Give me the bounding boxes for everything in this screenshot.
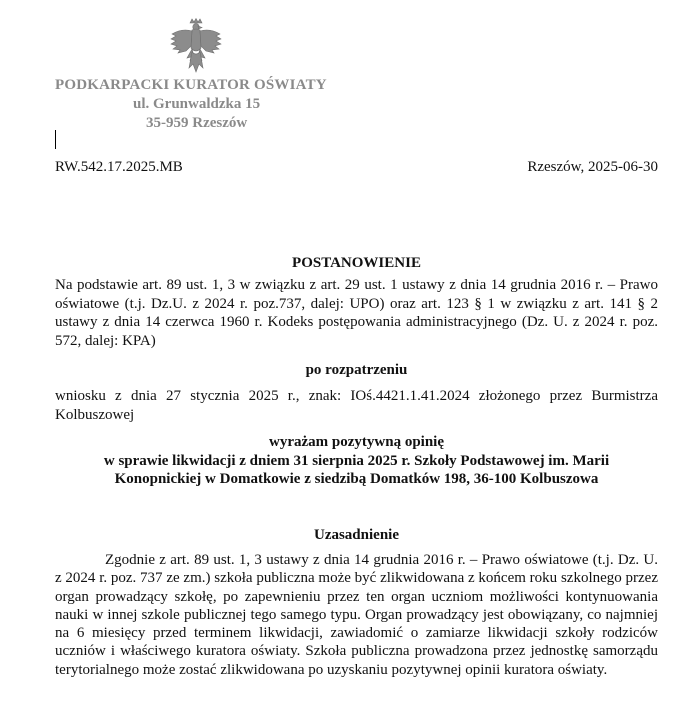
after-review-heading: po rozpatrzeniu xyxy=(305,362,408,378)
authority-city: 35-959 Rzeszów xyxy=(146,115,248,131)
request-paragraph: wniosku z dnia 27 stycznia 2025 r., znak: IOś.4421.1.41.2024 złożonego przez Burmistrza Kolbuszowej xyxy=(55,388,658,423)
reference-number: RW.542.17.2025.MB xyxy=(55,159,183,175)
polish-eagle-emblem-icon xyxy=(168,18,224,74)
justification-paragraph xyxy=(55,551,658,679)
authority-name: PODKARPACKI KURATOR OŚWIATY xyxy=(55,77,327,93)
place-and-date: Rzeszów, 2025-06-30 xyxy=(527,159,658,175)
authority-street: ul. Grunwaldzka 15 xyxy=(133,96,261,112)
opinion-line-1: wyrażam pozytywną opinię xyxy=(269,434,444,450)
justification-text: Zgodnie z art. 89 ust. 1, 3 ustawy z dnia 14 grudnia 2016 r. – Prawo oświatowe (t.j. Dz. U. z 2024 r. poz. 737 ze zm.) szkoła publiczna może być zlikwidowana z końcem roku szkolnego przez organ prowadzący szkołę, po zapewnieniu przez ten organ uczniom możliwości kontynuowania nauki w innej szkole publicznej tego samego typu. Organ prowadzący jest obowiązany, co najmniej na 6 miesięcy przed terminem likwidacji, zawiadomić o zamiarze likwidacji szkoły rodziców uczniów i właściwego kuratora oświaty. Szkoła publiczna prowadzona przez jednostkę samorządu terytorialnego może zostać zlikwidowana po uzyskaniu pozytywnej opinii kuratora oświaty. xyxy=(55,552,658,678)
opinion-line-3: Konopnickiej w Domatkowie z siedzibą Domatków 198, 36-100 Kolbuszowa xyxy=(114,471,599,488)
opinion-statement xyxy=(55,433,658,489)
decision-title: POSTANOWIENIE xyxy=(292,255,421,271)
justification-title: Uzasadnienie xyxy=(313,527,399,543)
opinion-line-2: w sprawie likwidacji z dniem 31 sierpnia 2025 r. Szkoły Podstawowej im. Marii xyxy=(103,452,610,469)
text-cursor xyxy=(55,130,56,149)
legal-basis-paragraph: Na podstawie art. 89 ust. 1, 3 w związku z art. 29 ust. 1 ustawy z dnia 14 grudnia 2016 r. – Prawo oświatowe (t.j. Dz.U. z 2024 r. poz.737, dalej: UPO) oraz art. 123 § 1 w związku z art. 141 § 2 ustawy z dnia 14 czerwca 1960 r. Kodeks postępowania administracyjnego (Dz. U. z 2024 r. poz. 572, dalej: KPA) xyxy=(55,277,658,349)
